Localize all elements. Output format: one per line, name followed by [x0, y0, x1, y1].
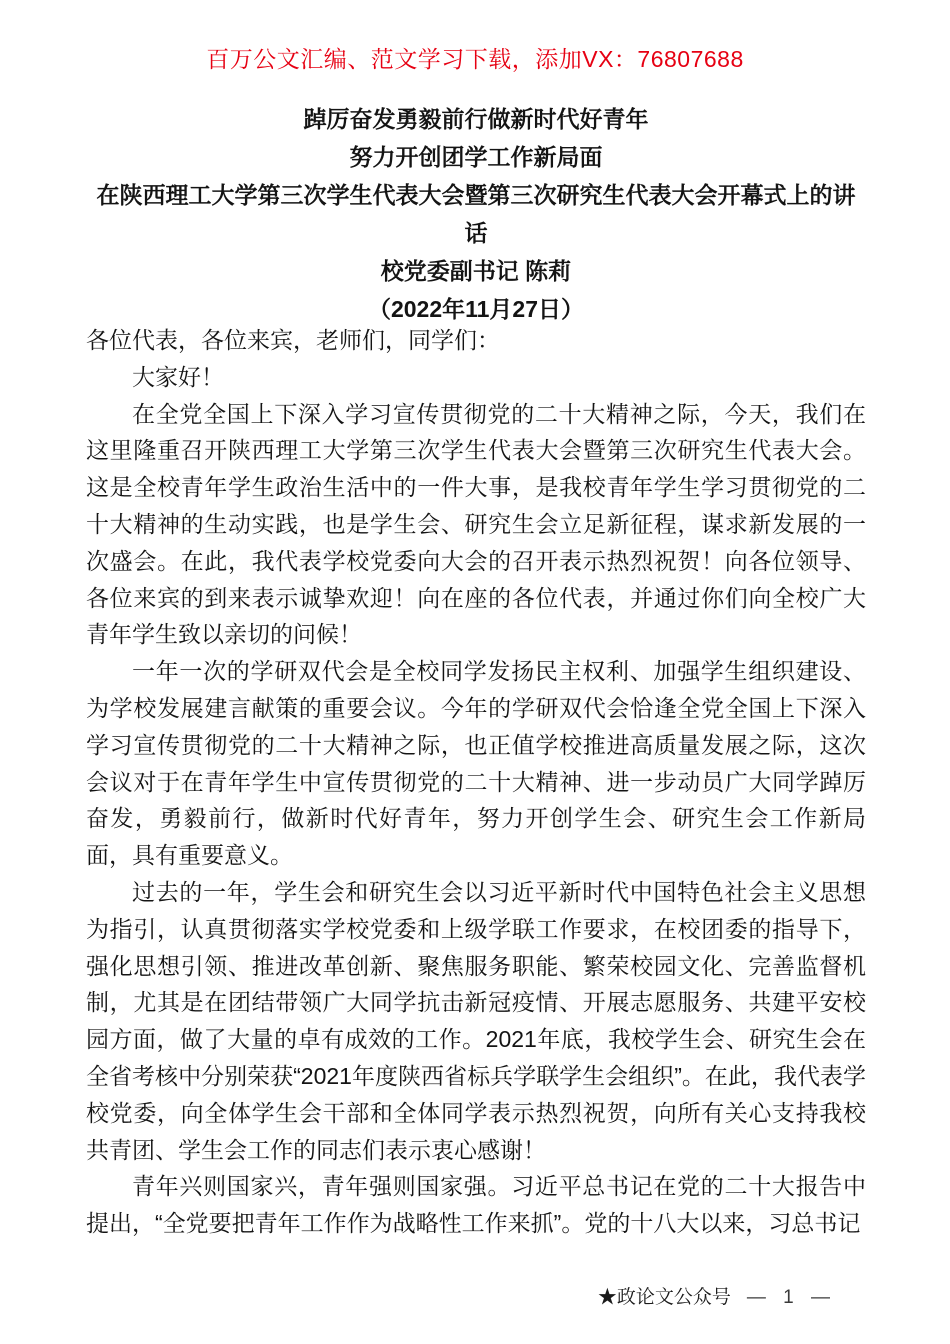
- doc-title-line2: 努力开创团学工作新局面: [349, 144, 603, 170]
- paragraph-past-year-review: 过去的一年，学生会和研究生会以习近平新时代中国特色社会主义思想为指引，认真贯彻落实学校党委和上级学联工作要求，在校团委的指导下，强化思想引领、推进改革创新、聚焦服务职能、繁荣校园文化、完善监督机制，尤其是在团结带领广大同学抗击新冠疫情、开展志愿服务、共建平安校园方面，做了大量的卓有成效的工作。2021年底，我校学生会、研究生会在全省考核中分别荣获“2021年度陕西省标兵学联学生会组织”。在此，我代表学校党委，向全体学生会干部和全体同学表示热烈祝贺，向所有关心支持我校共青团、学生会工作的同志们表示衷心感谢！: [86, 878, 866, 1163]
- page-number: — 1 —: [746, 1287, 836, 1308]
- doc-subtitle: 在陕西理工大学第三次学生代表大会暨第三次研究生代表大会开幕式上的讲话: [96, 182, 856, 246]
- watermark-notice: 百万公文汇编、范文学习下载，添加VX：76807688: [206, 46, 744, 72]
- title-block: [86, 100, 866, 328]
- paragraph-congress-significance: 一年一次的学研双代会是全校同学发扬民主权利、加强学生组织建设、为学校发展建言献策的重要会议。今年的学研双代会恰逢全党全国上下深入学习宣传贯彻党的二十大精神之际，也正值学校推进高质量发展之际，这次会议对于在青年学生中宣传贯彻党的二十大精神、进一步动员广大同学踔厉奋发，勇毅前行，做新时代好青年，努力开创学生会、研究生会工作新局面，具有重要意义。: [86, 658, 866, 869]
- doc-date: （2022年11月27日）: [367, 296, 585, 322]
- paragraph-opening: 在全党全国上下深入学习宣传贯彻党的二十大精神之际，今天，我们在这里隆重召开陕西理工大学第三次学生代表大会暨第三次研究生代表大会。这是全校青年学生政治生活中的一件大事，是我校青年学生学习贯彻党的二十大精神的生动实践，也是学生会、研究生会立足新征程，谋求新发展的一次盛会。在此，我代表学校党委向大会的召开表示热烈祝贺！向各位领导、各位来宾的到来表示诚挚欢迎！向在座的各位代表，并通过你们向全校广大青年学生致以亲切的问候！: [86, 400, 866, 648]
- paragraph-salutation: 各位代表，各位来宾，老师们，同学们：: [86, 327, 500, 353]
- paragraph-greeting: 大家好！: [132, 363, 224, 390]
- doc-speaker: 校党委副书记 陈莉: [380, 258, 572, 284]
- paragraph-youth-quote: 青年兴则国家兴，青年强则国家强。习近平总书记在党的二十大报告中提出，“全党要把青年工作作为战略性工作来抓”。党的十八大以来，习总书记: [86, 1173, 866, 1237]
- page-footer: [598, 1282, 836, 1309]
- document-body: [86, 322, 866, 1242]
- doc-title-line1: 踔厉奋发勇毅前行做新时代好青年: [303, 106, 649, 132]
- footer-brand: ★政论文公众号: [597, 1287, 731, 1308]
